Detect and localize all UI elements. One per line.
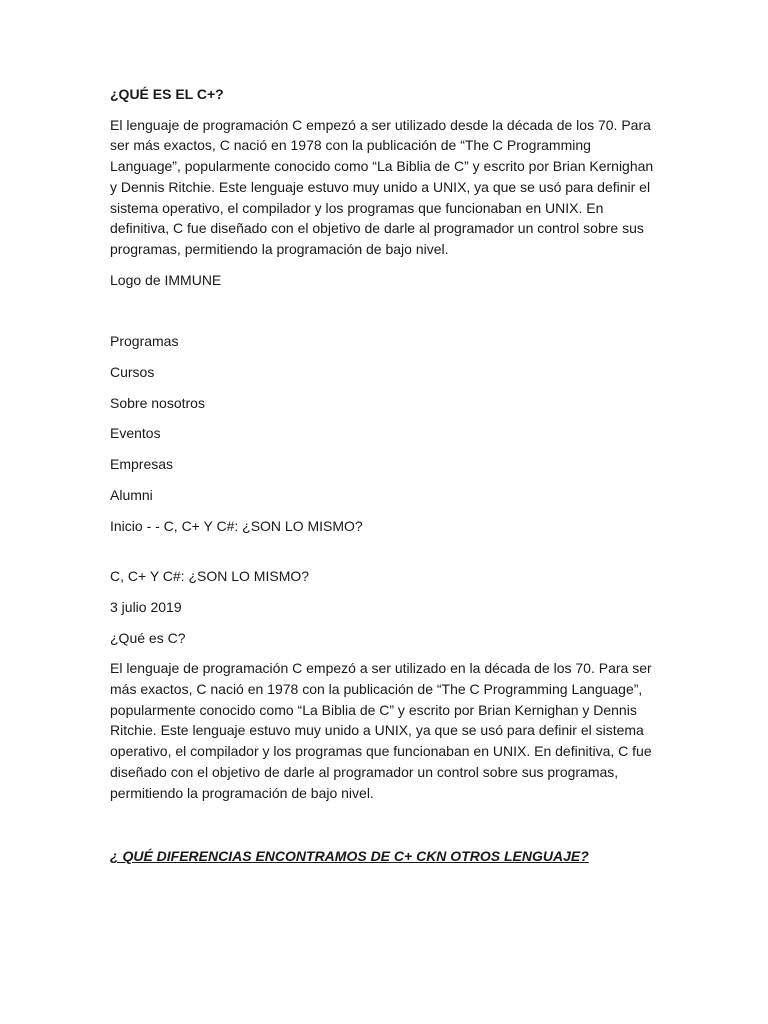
breadcrumb: Inicio - - C, C+ Y C#: ¿SON LO MISMO? (110, 517, 363, 534)
section-subheading: ¿Qué es C? (110, 629, 186, 646)
intro-paragraph: El lenguaje de programación C empezó a ser utilizado desde la década de los 70. Para ser más exactos, C nació en 1978 con la publicación de “The C Programming Language”, popularmente conocido como “La Biblia de C” y escrito por Brian Kernighan y Dennis Ritchie. Este lenguaje estuvo muy unido a UNIX, ya que se usó para definir el sistema operativo, el compilador y los programas que funcionaban en UNIX. En definitiva, C fue diseñado con el objetivo de darle al programador un control sobre sus programas, permitiendo la programación de bajo nivel. (110, 116, 654, 257)
nav-item-eventos: Eventos (110, 425, 161, 442)
document-content (110, 84, 658, 877)
nav-item-alumni: Alumni (110, 486, 153, 503)
page-title: ¿QUÉ ES EL C+? (110, 86, 224, 102)
blank-space (110, 546, 658, 566)
article-title: C, C+ Y C#: ¿SON LO MISMO? (110, 568, 310, 585)
nav-item-cursos: Cursos (110, 364, 155, 381)
article-date: 3 julio 2019 (110, 598, 182, 615)
blank-space (110, 813, 658, 846)
differences-heading: ¿ QUÉ DIFERENCIAS ENCONTRAMOS DE C+ CKN OTROS LENGUAJE? (110, 848, 589, 865)
blank-space (110, 300, 658, 331)
logo-text: Logo de IMMUNE (110, 271, 222, 288)
nav-item-programas: Programas (110, 333, 179, 350)
nav-item-sobre-nosotros: Sobre nosotros (110, 394, 205, 411)
body-paragraph: El lenguaje de programación C empezó a ser utilizado en la década de los 70. Para ser más exactos, C nació en 1978 con la publicación de “The C Programming Language”, popularmente conocido como “La Biblia de C” y escrito por Brian Kernighan y Dennis Ritchie. Este lenguaje estuvo muy unido a UNIX, ya que se usó para definir el sistema operativo, el compilador y los programas que funcionaban en UNIX. En definitiva, C fue diseñado con el objetivo de darle al programador un control sobre sus programas, permitiendo la programación de bajo nivel. (110, 660, 652, 801)
nav-item-empresas: Empresas (110, 456, 174, 473)
